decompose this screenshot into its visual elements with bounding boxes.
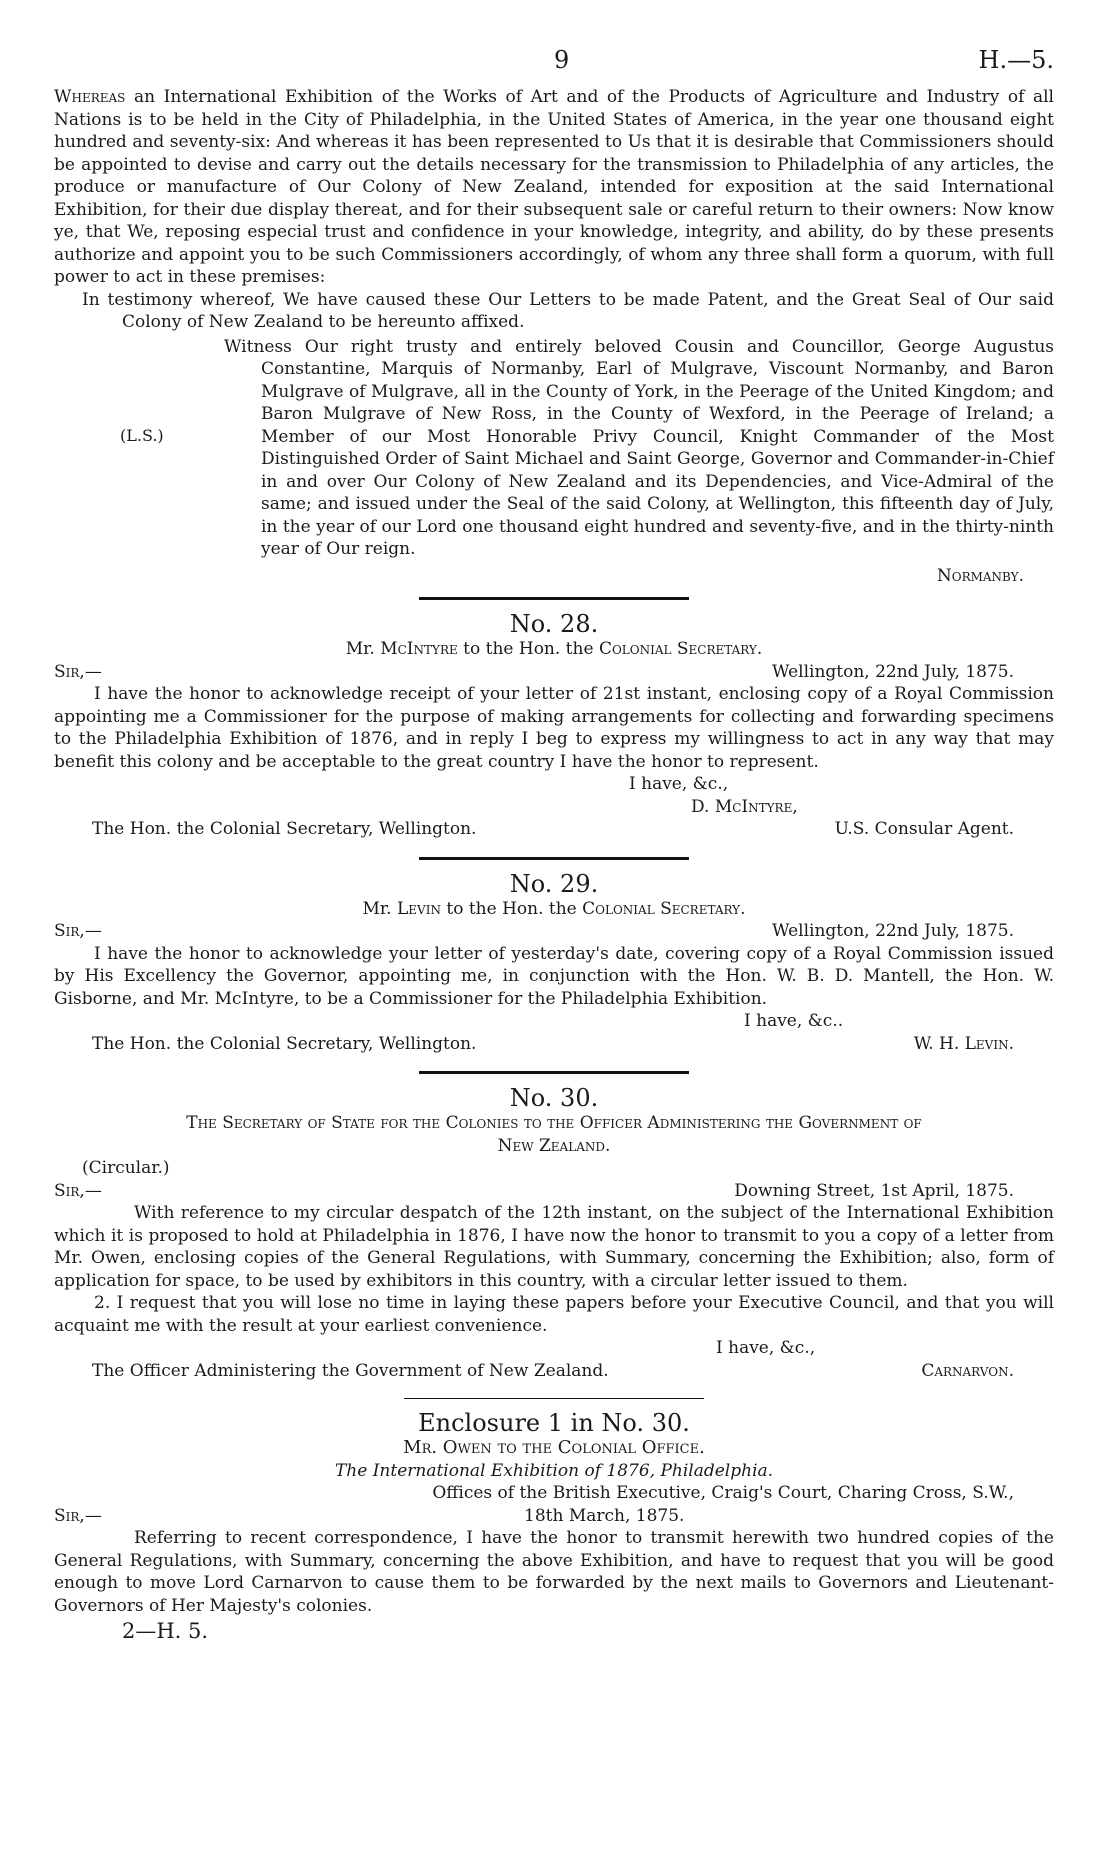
section-rule (419, 857, 689, 860)
no29-heading (54, 898, 1054, 921)
whereas-word: Whereas (54, 87, 126, 107)
no28-heading (54, 638, 1054, 661)
no28-closing: I have, &c., (629, 774, 729, 794)
no29-signer: W. H. Levin. (913, 1033, 1014, 1054)
page-header (54, 46, 1054, 86)
enclosure-subtitle: The International Exhibition of 1876, Philadelphia. (334, 1460, 774, 1481)
section-rule (419, 597, 689, 600)
commission-signature: Normanby. (936, 565, 1024, 586)
document-reference: H.—5. (978, 46, 1054, 74)
section-rule (404, 1398, 704, 1399)
no30-circular-row (54, 1157, 1054, 1180)
no29-body: I have the honor to acknowledge your letter of yesterday's date, covering copy of a Royal Commission issued by His Excellency the Governor, appointing me, in conjunction with the Hon. W. B. D. Mantell, the Hon. W. Gisborne, and Mr. McIntyre, to be a Commissioner for the Philadelphia Exhibition. (54, 943, 1054, 1009)
no29-salutation-row (54, 920, 1054, 943)
no29-from: Mr. (362, 898, 392, 919)
no28-closing-row (54, 773, 1054, 796)
no30-addressee: The Officer Administering the Government of New Zealand. (92, 1360, 609, 1381)
document-page (54, 46, 1054, 1645)
no30-para2: 2. I request that you will lose no time in laying these papers before your Executive Council, and that you will acquaint me with the result at your earliest convenience. (54, 1293, 1054, 1336)
no29-closing-row (54, 1010, 1054, 1033)
no29-place-date: Wellington, 22nd July, 1875. (771, 921, 1014, 941)
no30-heading-line2: New Zealand. (497, 1135, 611, 1156)
no28-addressee: The Hon. the Colonial Secretary, Wellington. (92, 819, 477, 839)
no29-to: to the Hon. the (440, 898, 583, 919)
enclosure-title: Enclosure 1 in No. 30. (418, 1409, 690, 1437)
no29-closing: I have, &c.. (744, 1011, 844, 1031)
witness-block (54, 336, 1054, 561)
no29-addressee-row (54, 1033, 1054, 1056)
section-rule (419, 1071, 689, 1074)
no29-title: No. 29. (509, 869, 599, 898)
no28-to-name: Colonial Secretary. (598, 639, 763, 659)
no28-salutation-row (54, 661, 1054, 684)
no29-addressee: The Hon. the Colonial Secretary, Wellington. (92, 1033, 477, 1054)
no30-circular: (Circular.) (82, 1158, 170, 1178)
seal-mark: (L.S.) (120, 425, 164, 445)
no30-closing: I have, &c., (716, 1338, 816, 1358)
no28-body: I have the honor to acknowledge receipt of your letter of 21st instant, enclosing copy of a Royal Commission appointing me a Commissioner for the purpose of making arrangements for collecting and forwarding specimens to the Philadelphia Exhibition of 1876, and in reply I beg to express my willingness to act in any way that may benefit this colony and be acceptable to the great country I have the honor to represent. (54, 684, 1054, 772)
no28-signer-row (54, 796, 1054, 819)
no30-place-date: Downing Street, 1st April, 1875. (734, 1180, 1014, 1201)
no28-from: Mr. (345, 639, 375, 659)
no29-from-name: Levin (397, 898, 441, 919)
no30-para1: With reference to my circular despatch of the 12th instant, on the subject of the International Exhibition which it is proposed to hold at Philadelphia in 1876, I have now the honor to transmit to you a copy of a letter from Mr. Owen, enclosing copies of the General Regulations, with Summary, concerning the Exhibition; also, form of application for space, to be used by exhibitors in this country, with a circular letter issued to them. (54, 1203, 1054, 1291)
no28-place-date: Wellington, 22nd July, 1875. (771, 661, 1014, 682)
no28-signer-title: U.S. Consular Agent. (834, 819, 1014, 839)
enclosure-date: 18th March, 1875. (524, 1505, 685, 1526)
no30-addressee-row (54, 1360, 1054, 1383)
no28-from-name: McIntyre (380, 639, 458, 659)
enclosure-offices: Offices of the British Executive, Craig's Court, Charing Cross, S.W., (432, 1483, 1014, 1503)
no30-salutation: Sir,— (54, 1180, 102, 1201)
no30-signer: Carnarvon. (921, 1360, 1014, 1381)
page-number: 9 (554, 46, 570, 74)
no28-salutation: Sir,— (54, 661, 102, 682)
no28-addressee-row (54, 818, 1054, 841)
no28-title: No. 28. (509, 610, 599, 638)
signature-mark: 2—H. 5. (122, 1619, 209, 1643)
no30-salutation-row (54, 1180, 1054, 1203)
enclosure-salutation-row (54, 1505, 1054, 1528)
commission-whereas (54, 86, 1054, 289)
no30-heading-line1: The Secretary of State for the Colonies to the Officer Administering the Government of (186, 1113, 922, 1133)
whereas-text: an International Exhibition of the Works of Art and of the Products of Agriculture and Industry of all Nations is to be held in the City of Philadelphia, in the United States of America, in the year one thousand eight hundred and seventy-six: And whereas it has been represented to Us that it is desirable that Commissioners should be appointed to devise and carry out the details necessary for the transmission to Philadelphia of any articles, the produce or manufacture of Our Colony of New Zealand, intended for exposition at the said International Exhibition, for their due display thereat, and for their subsequent sale or careful return to their owners: Now know ye, that We, reposing especial trust and confidence in your knowledge, integrity, and ability, do by these presents authorize and appoint you to be such Commissioners accordingly, of whom any three shall form a quorum, with full power to act in these premises: (54, 87, 1054, 287)
footer-row (54, 1617, 1054, 1645)
commission-witness: Witness Our right trusty and entirely beloved Cousin and Councillor, George Augustus Constantine, Marquis of Normanby, Earl of Mulgrave, Viscount Normanby, and Baron Mulgrave of Mulgrave, all in the County of York, in the Peerage of the United Kingdom; and Baron Mulgrave of New Ross, in the County of Wexford, in the Peerage of Ireland; a Member of our Most Honorable Privy Council, Knight Commander of the Most Distinguished Order of Saint Michael and Saint George, Governor and Commander-in-Chief in and over Our Colony of New Zealand and its Dependencies, and Vice-Admiral of the same; and issued under the Seal of the said Colony, at Wellington, this fifteenth day of July, in the year of our Lord one thousand eight hundred and seventy-five, and in the thirty-ninth year of Our reign. (224, 336, 1054, 559)
enclosure-salutation: Sir,— (54, 1505, 102, 1526)
no30-title: No. 30. (509, 1084, 599, 1112)
no29-to-name: Colonial Secretary. (582, 898, 746, 919)
commission-testimony: In testimony whereof, We have caused these Our Letters to be made Patent, and the Great Seal of Our said Colony of New Zealand to be hereunto affixed. (82, 289, 1054, 332)
no29-salutation: Sir,— (54, 921, 102, 941)
no28-signer: D. McIntyre, (691, 796, 798, 817)
enclosure-heading: Mr. Owen to the Colonial Office. (403, 1437, 705, 1458)
enclosure-body: Referring to recent correspondence, I have the honor to transmit herewith two hundred copies of the General Regulations, with Summary, concerning the above Exhibition, and have to request that you will be good enough to move Lord Carnarvon to cause them to be forwarded by the next mails to Governors and Lieutenant-Governors of Her Majesty's colonies. (54, 1528, 1054, 1616)
no30-closing-row (54, 1337, 1054, 1360)
no28-to: to the Hon. the (457, 639, 599, 659)
